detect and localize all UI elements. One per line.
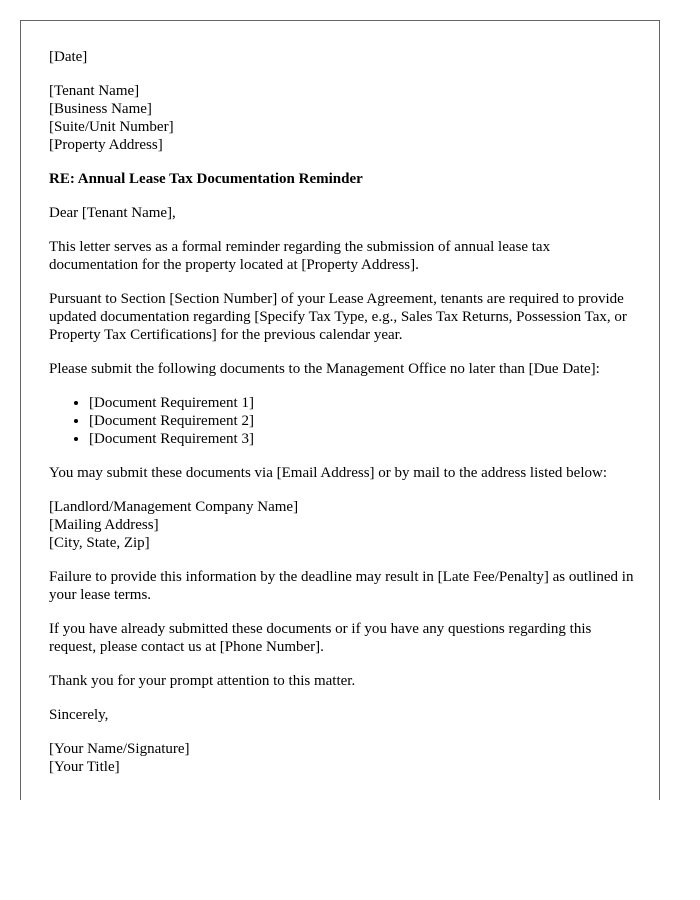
- paragraph-submit-request: Please submit the following documents to the Management Office no later than [Due Date]:: [49, 361, 600, 377]
- list-item: • [Document Requirement 1]: [89, 394, 639, 412]
- signature-name: [Your Name/Signature]: [49, 741, 190, 757]
- mailing-address-block: [49, 498, 639, 552]
- mailing-company-name: [Landlord/Management Company Name]: [49, 499, 299, 515]
- paragraph-submission-method: You may submit these documents via [Email Address] or by mail to the address listed below:: [49, 465, 607, 481]
- recipient-suite-unit: [Suite/Unit Number]: [49, 119, 174, 135]
- recipient-property-address: [Property Address]: [49, 137, 163, 153]
- paragraph-thanks: Thank you for your prompt attention to this matter.: [49, 673, 356, 689]
- letter-date: [Date]: [49, 49, 88, 65]
- paragraph-intro: This letter serves as a formal reminder regarding the submission of annual lease tax documentation for the property located at [Property Address].: [49, 239, 551, 273]
- mailing-address: [Mailing Address]: [49, 517, 159, 533]
- recipient-tenant-name: [Tenant Name]: [49, 83, 140, 99]
- letter-page: [20, 20, 660, 800]
- mailing-city-state-zip: [City, State, Zip]: [49, 535, 150, 551]
- paragraph-penalty: Failure to provide this information by the deadline may result in [Late Fee/Penalty] as outlined in your lease terms.: [49, 569, 634, 603]
- recipient-business-name: [Business Name]: [49, 101, 152, 117]
- signature-title: [Your Title]: [49, 759, 120, 775]
- paragraph-lease-section: Pursuant to Section [Section Number] of your Lease Agreement, tenants are required to provide updated documentation regarding [Specify Tax Type, e.g., Sales Tax Returns, Possession Tax, or Property Tax Certifications] for the previous calendar year.: [49, 291, 627, 343]
- paragraph-contact: If you have already submitted these documents or if you have any questions regarding this request, please contact us at [Phone Number].: [49, 621, 592, 655]
- signature-block: [49, 740, 639, 776]
- subject-line: RE: Annual Lease Tax Documentation Reminder: [49, 171, 363, 187]
- salutation: Dear [Tenant Name],: [49, 205, 176, 221]
- recipient-address-block: [49, 82, 639, 154]
- closing: Sincerely,: [49, 707, 109, 723]
- letter-body: [49, 48, 639, 792]
- list-item: • [Document Requirement 3]: [89, 430, 639, 448]
- document-requirements-list: [49, 394, 639, 448]
- list-item: • [Document Requirement 2]: [89, 412, 639, 430]
